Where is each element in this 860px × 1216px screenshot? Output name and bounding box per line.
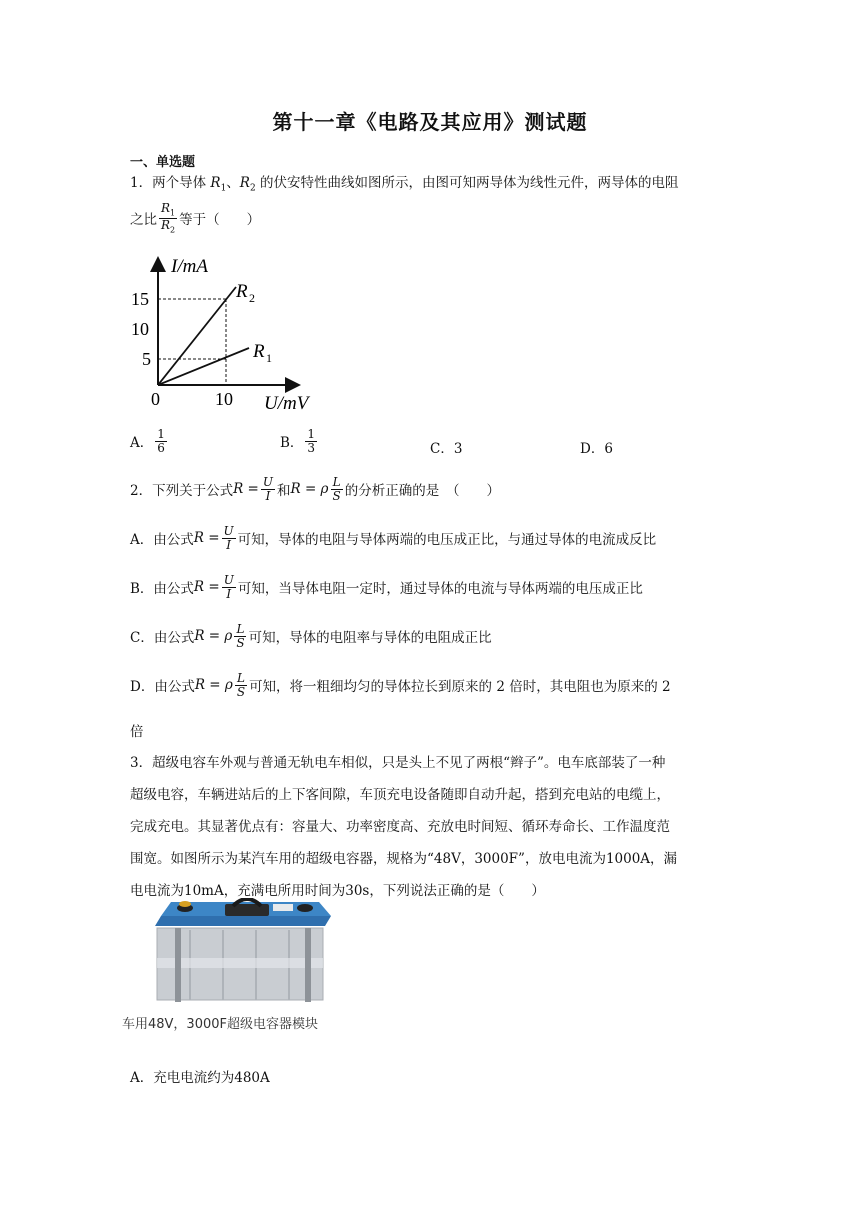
- r1-line-label: R: [253, 341, 265, 362]
- option-text: 可知，将一粗细均匀的导体拉长到原来的 2 倍时，其电阻也为原来的 2: [249, 679, 671, 696]
- section-heading: 一、单选题: [130, 155, 196, 170]
- option-letter: D．: [580, 441, 605, 457]
- q1-option-a-fraction: [155, 428, 167, 454]
- f-den: I: [226, 537, 231, 552]
- q1-option-a[interactable]: [130, 428, 169, 454]
- q1-option-b-fraction: [305, 428, 317, 454]
- option-prefix: C．由公式: [130, 630, 195, 647]
- option-formula-lhs: R =: [193, 579, 220, 596]
- q1-stem-line2: [130, 202, 260, 235]
- q1-r2: R: [239, 175, 250, 191]
- f-num: U: [223, 524, 234, 538]
- f-den: I: [226, 586, 232, 601]
- q1-r1: R: [210, 175, 221, 191]
- q1-text-c: 之比: [130, 212, 157, 229]
- terminal-right: [297, 904, 313, 912]
- option-prefix: B．由公式: [130, 581, 194, 598]
- module-top-edge: [155, 916, 331, 926]
- q2-option-b[interactable]: [130, 574, 643, 600]
- f-num: L: [236, 622, 245, 636]
- q1-iv-graph: [125, 252, 335, 417]
- q1-text-b: 的伏安特性曲线如图所示，由图可知两导体为线性元件，两导体的电阻: [255, 175, 679, 191]
- q2-text-c: 的分析正确的是 （ ）: [344, 483, 500, 500]
- option-letter: C．: [430, 441, 454, 457]
- y-tick-5: 5: [142, 349, 151, 369]
- q1-frac-den: R: [161, 217, 171, 232]
- option-formula-fraction: [234, 623, 246, 649]
- option-value: 6: [604, 441, 613, 457]
- f2-num: L: [332, 475, 341, 489]
- option-formula-lhs: R = ρ: [194, 677, 233, 694]
- frac-num: 1: [307, 427, 316, 441]
- option-text: 可知，导体的电阻与导体两端的电压成正比，与通过导体的电流成反比: [237, 532, 657, 549]
- q1-text-d: 等于（ ）: [179, 212, 261, 229]
- q1-option-d[interactable]: [580, 437, 613, 457]
- option-formula-fraction: [235, 672, 247, 698]
- q1-stem-line1: [130, 171, 679, 194]
- option-text: 可知，导体的电阻率与导体的电阻成正比: [248, 630, 492, 647]
- option-formula-fraction: [222, 574, 236, 600]
- option-letter: A．: [130, 435, 154, 452]
- option-formula-fraction: [222, 525, 236, 551]
- q2-option-c[interactable]: [130, 623, 492, 649]
- image-caption: 车用48V，3000F超级电容器模块: [122, 1017, 318, 1032]
- f-num: L: [236, 671, 245, 685]
- y-axis-label: I/mA: [171, 256, 208, 277]
- f-den: S: [236, 684, 246, 699]
- module-handle-block: [225, 904, 269, 916]
- q2-stem: [130, 476, 500, 502]
- q1-ratio-fraction: [159, 202, 177, 235]
- q1-frac-num-sub: 1: [170, 208, 176, 218]
- option-formula-lhs: R =: [193, 530, 220, 547]
- q1-frac-num: R: [161, 201, 171, 215]
- q3-line5: 电电流为10mA，充满电所用时间为30s，下列说法正确的是（ ）: [130, 883, 545, 899]
- x-axis-label: U/mV: [264, 393, 309, 414]
- formula2-lhs: R = ρ: [290, 481, 329, 498]
- r2-line-label: R: [236, 281, 248, 302]
- q1-option-b[interactable]: [280, 428, 319, 454]
- option-letter: B．: [280, 435, 304, 452]
- formula1-fraction: [261, 476, 275, 502]
- q2-option-d[interactable]: [130, 672, 671, 698]
- origin-label: 0: [151, 389, 160, 409]
- r1-line-sub: 1: [266, 351, 272, 365]
- f-num: U: [223, 573, 234, 587]
- formula1-lhs: R =: [233, 481, 259, 498]
- q2-option-a[interactable]: [130, 525, 656, 551]
- option-formula-lhs: R = ρ: [194, 628, 233, 645]
- q1-sep: 、: [226, 175, 240, 191]
- q3-line1: 3．超级电容车外观与普通无轨电车相似，只是头上不见了两根“辫子”。电车底部装了一种: [130, 755, 666, 771]
- option-prefix: A．由公式: [130, 532, 194, 549]
- option-text: 可知，当导体电阻一定时，通过导体的电流与导体两端的电压成正比: [237, 581, 643, 598]
- q1-frac-den-sub: 2: [170, 225, 176, 235]
- q2-option-d-cont: 倍: [130, 724, 144, 740]
- line-r2: [158, 287, 236, 385]
- q3-line3: 完成充电。其显著优点有：容量大、功率密度高、充放电时间短、循环寿命长、工作温度范: [130, 819, 670, 835]
- y-tick-15: 15: [131, 289, 149, 309]
- x-tick-10: 10: [215, 389, 233, 409]
- formula2-fraction: [331, 476, 343, 502]
- frac-den: 6: [157, 440, 165, 455]
- f1-den: I: [265, 488, 271, 503]
- y-tick-10: 10: [131, 319, 149, 339]
- frac-num: 1: [157, 427, 165, 441]
- page-title: 第十一章《电路及其应用》测试题: [272, 110, 588, 134]
- frac-den: 3: [307, 440, 316, 455]
- q3-line2: 超级电容，车辆进站后的上下客间隙，车顶充电设备随即自动升起，搭到充电站的电缆上，: [130, 787, 670, 803]
- r2-line-sub: 2: [249, 291, 255, 305]
- q1-r2-sub: 2: [249, 183, 256, 194]
- q3-option-a[interactable]: A．充电电流约为480A: [130, 1070, 270, 1086]
- f1-num: U: [262, 475, 273, 489]
- q1-option-c[interactable]: [430, 437, 462, 457]
- f2-den: S: [332, 488, 341, 503]
- option-prefix: D．由公式: [130, 679, 195, 696]
- q3-line4: 围宽。如图所示为某汽车用的超级电容器，规格为“48V，3000F”，放电电流为1000A，漏: [130, 851, 678, 867]
- q2-text-b: 和: [277, 483, 291, 500]
- q2-text-a: 2．下列关于公式: [130, 483, 234, 500]
- q1-text-a: 1．两个导体: [130, 175, 211, 191]
- supercapacitor-module-image: [145, 898, 335, 1006]
- f-den: S: [236, 635, 245, 650]
- option-value: 3: [453, 441, 463, 457]
- q1-r1-sub: 1: [220, 183, 227, 194]
